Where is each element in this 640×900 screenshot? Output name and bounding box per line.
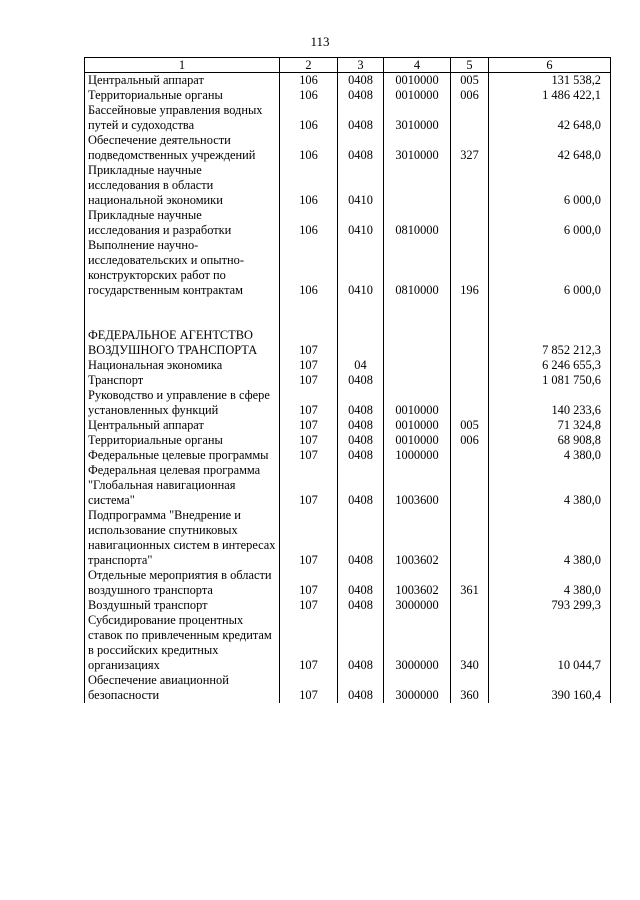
row-col-4 — [384, 328, 451, 358]
table-row — [85, 388, 611, 418]
table-row — [85, 613, 611, 673]
row-col-3: 0408 — [338, 448, 384, 463]
row-col-2: 106 — [280, 73, 338, 89]
row-col-5 — [451, 373, 489, 388]
row-col-4 — [384, 298, 451, 328]
row-name: Обеспечение деятельности подведомственных учреждений — [85, 133, 280, 163]
row-amount: 131 538,2 — [489, 73, 611, 89]
row-col-3: 0408 — [338, 88, 384, 103]
table-row — [85, 463, 611, 508]
row-name — [85, 298, 280, 328]
row-col-3: 0408 — [338, 613, 384, 673]
row-col-5: 005 — [451, 73, 489, 89]
row-col-4: 1003602 — [384, 568, 451, 598]
row-col-4 — [384, 373, 451, 388]
row-col-3: 0408 — [338, 373, 384, 388]
row-col-2: 106 — [280, 163, 338, 208]
row-amount: 390 160,4 — [489, 673, 611, 703]
row-name: Федеральные целевые программы — [85, 448, 280, 463]
row-col-5 — [451, 388, 489, 418]
row-col-5: 327 — [451, 133, 489, 163]
row-name: Территориальные органы — [85, 88, 280, 103]
header-col-6: 6 — [489, 58, 611, 73]
row-col-5: 361 — [451, 568, 489, 598]
row-col-3: 0408 — [338, 133, 384, 163]
header-col-5: 5 — [451, 58, 489, 73]
row-name: Подпрограмма "Внедрение и использование спутниковых навигационных систем в интересах транспорта" — [85, 508, 280, 568]
row-col-4: 0010000 — [384, 88, 451, 103]
row-col-2: 107 — [280, 598, 338, 613]
row-col-3: 0410 — [338, 238, 384, 298]
header-col-4: 4 — [384, 58, 451, 73]
row-col-3: 0408 — [338, 103, 384, 133]
row-col-2: 107 — [280, 448, 338, 463]
row-name: Субсидирование процентных ставок по привлеченным кредитам в российских кредитных организациях — [85, 613, 280, 673]
row-col-5 — [451, 208, 489, 238]
row-col-4: 3000000 — [384, 598, 451, 613]
row-col-5: 340 — [451, 613, 489, 673]
table-row — [85, 328, 611, 358]
row-col-5 — [451, 103, 489, 133]
row-col-4: 0010000 — [384, 433, 451, 448]
row-amount: 4 380,0 — [489, 508, 611, 568]
row-col-3 — [338, 298, 384, 328]
row-col-5 — [451, 328, 489, 358]
row-col-3: 0408 — [338, 508, 384, 568]
row-col-4 — [384, 358, 451, 373]
row-col-4: 1000000 — [384, 448, 451, 463]
page-number: 113 — [310, 34, 330, 49]
row-col-2: 106 — [280, 88, 338, 103]
table-row — [85, 208, 611, 238]
row-col-2: 107 — [280, 568, 338, 598]
row-amount: 6 246 655,3 — [489, 358, 611, 373]
table-row — [85, 418, 611, 433]
row-col-5: 006 — [451, 433, 489, 448]
row-col-5 — [451, 298, 489, 328]
table-row — [85, 238, 611, 298]
row-name: Национальная экономика — [85, 358, 280, 373]
row-col-2: 107 — [280, 328, 338, 358]
row-name: Территориальные органы — [85, 433, 280, 448]
row-col-2: 106 — [280, 133, 338, 163]
row-col-3: 0408 — [338, 388, 384, 418]
row-col-4: 0010000 — [384, 73, 451, 89]
row-name: Выполнение научно-исследовательских и опытно-конструкторских работ по государственным контрактам — [85, 238, 280, 298]
row-col-5 — [451, 163, 489, 208]
row-name: Бассейновые управления водных путей и судоходства — [85, 103, 280, 133]
row-name: Прикладные научные исследования в области национальной экономики — [85, 163, 280, 208]
row-col-5 — [451, 598, 489, 613]
row-col-2: 107 — [280, 433, 338, 448]
row-amount: 10 044,7 — [489, 613, 611, 673]
row-col-3: 0410 — [338, 208, 384, 238]
row-amount: 1 486 422,1 — [489, 88, 611, 103]
row-name: Транспорт — [85, 373, 280, 388]
table-row — [85, 88, 611, 103]
row-col-4: 0810000 — [384, 208, 451, 238]
row-col-2: 106 — [280, 103, 338, 133]
row-col-4: 0010000 — [384, 418, 451, 433]
row-amount: 1 081 750,6 — [489, 373, 611, 388]
row-amount: 6 000,0 — [489, 208, 611, 238]
row-col-4: 3000000 — [384, 673, 451, 703]
row-col-5: 005 — [451, 418, 489, 433]
row-col-2: 107 — [280, 673, 338, 703]
row-amount: 793 299,3 — [489, 598, 611, 613]
table-row — [85, 163, 611, 208]
row-col-3: 04 — [338, 358, 384, 373]
row-col-2: 107 — [280, 613, 338, 673]
row-col-4: 0010000 — [384, 388, 451, 418]
row-name: Обеспечение авиационной безопасности — [85, 673, 280, 703]
row-col-3: 0408 — [338, 463, 384, 508]
row-amount: 4 380,0 — [489, 568, 611, 598]
header-col-1: 1 — [85, 58, 280, 73]
row-col-5 — [451, 448, 489, 463]
row-col-4: 3000000 — [384, 613, 451, 673]
row-col-2: 107 — [280, 508, 338, 568]
table-header-row — [85, 58, 611, 73]
header-col-2: 2 — [280, 58, 338, 73]
row-amount: 6 000,0 — [489, 238, 611, 298]
row-col-4: 0810000 — [384, 238, 451, 298]
row-amount: 6 000,0 — [489, 163, 611, 208]
row-col-3: 0408 — [338, 73, 384, 89]
row-amount: 71 324,8 — [489, 418, 611, 433]
table-row — [85, 598, 611, 613]
row-col-3: 0410 — [338, 163, 384, 208]
row-col-4 — [384, 163, 451, 208]
row-col-2: 106 — [280, 208, 338, 238]
row-name: Федеральная целевая программа "Глобальная навигационная система" — [85, 463, 280, 508]
table-row — [85, 133, 611, 163]
row-col-3: 0408 — [338, 418, 384, 433]
row-amount: 42 648,0 — [489, 133, 611, 163]
row-amount — [489, 298, 611, 328]
table-row — [85, 568, 611, 598]
row-amount: 4 380,0 — [489, 463, 611, 508]
row-name: Руководство и управление в сфере установленных функций — [85, 388, 280, 418]
row-col-5 — [451, 358, 489, 373]
row-col-5: 006 — [451, 88, 489, 103]
row-col-5: 360 — [451, 673, 489, 703]
row-col-2: 107 — [280, 418, 338, 433]
row-col-4: 1003600 — [384, 463, 451, 508]
row-amount: 42 648,0 — [489, 103, 611, 133]
row-col-5: 196 — [451, 238, 489, 298]
row-col-2: 107 — [280, 388, 338, 418]
row-col-4: 3010000 — [384, 133, 451, 163]
row-col-2 — [280, 298, 338, 328]
header-col-3: 3 — [338, 58, 384, 73]
row-amount: 68 908,8 — [489, 433, 611, 448]
table-row — [85, 448, 611, 463]
row-amount: 7 852 212,3 — [489, 328, 611, 358]
row-name: ФЕДЕРАЛЬНОЕ АГЕНТСТВО ВОЗДУШНОГО ТРАНСПОРТА — [85, 328, 280, 358]
row-col-3: 0408 — [338, 568, 384, 598]
row-col-2: 107 — [280, 358, 338, 373]
table-row — [85, 298, 611, 328]
row-col-5 — [451, 508, 489, 568]
row-name: Центральный аппарат — [85, 73, 280, 89]
row-col-5 — [451, 463, 489, 508]
table-row — [85, 433, 611, 448]
row-name: Центральный аппарат — [85, 418, 280, 433]
table-body — [85, 73, 611, 704]
table-row — [85, 508, 611, 568]
row-name: Воздушный транспорт — [85, 598, 280, 613]
row-col-3: 0408 — [338, 598, 384, 613]
row-col-4: 1003602 — [384, 508, 451, 568]
budget-table — [84, 57, 611, 703]
table-row — [85, 73, 611, 89]
row-col-2: 106 — [280, 238, 338, 298]
row-col-2: 107 — [280, 373, 338, 388]
row-col-3 — [338, 328, 384, 358]
row-col-2: 107 — [280, 463, 338, 508]
table-row — [85, 103, 611, 133]
row-col-4: 3010000 — [384, 103, 451, 133]
table-row — [85, 373, 611, 388]
row-name: Прикладные научные исследования и разработки — [85, 208, 280, 238]
row-name: Отдельные мероприятия в области воздушного транспорта — [85, 568, 280, 598]
row-col-3: 0408 — [338, 433, 384, 448]
row-amount: 4 380,0 — [489, 448, 611, 463]
table-row — [85, 673, 611, 703]
row-amount: 140 233,6 — [489, 388, 611, 418]
table-row — [85, 358, 611, 373]
row-col-3: 0408 — [338, 673, 384, 703]
